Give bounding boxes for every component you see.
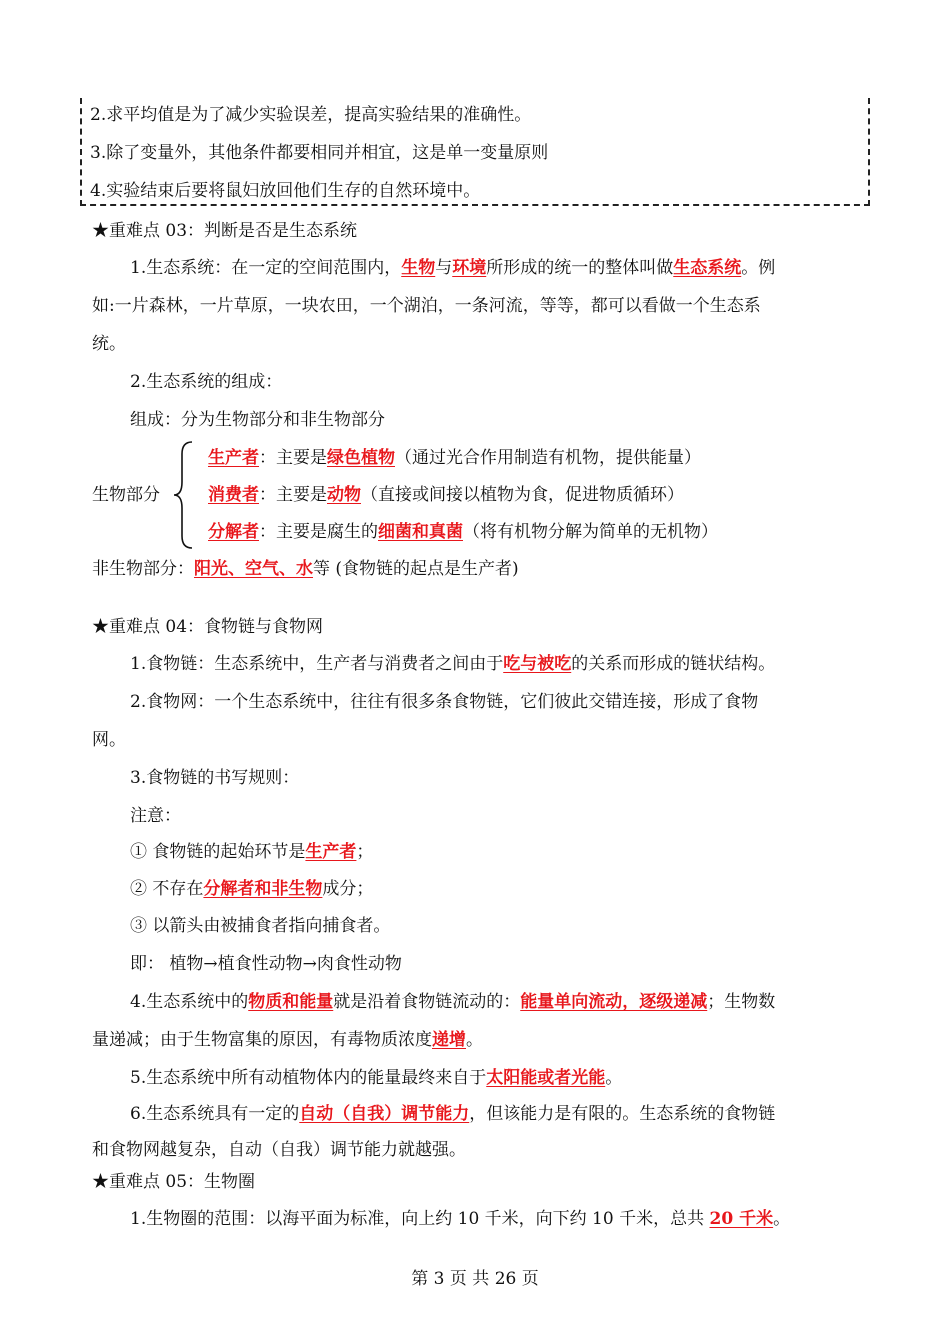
paragraph-energy-flow-end: 量递减；由于生物富集的原因，有毒物质浓度递增。 bbox=[92, 1030, 483, 1050]
curly-brace bbox=[170, 440, 200, 550]
paragraph-ecosystem-examples-end: 统。 bbox=[92, 334, 126, 354]
section-heading-05: ★重难点 05：生物圈 bbox=[92, 1172, 256, 1192]
note-label: 注意： bbox=[130, 806, 181, 826]
nonbio-line: 非生物部分：阳光、空气、水等 (食物链的起点是生产者) bbox=[92, 559, 519, 579]
paragraph-composition-title: 2.生态系统的组成： bbox=[130, 372, 283, 392]
paragraph-ecosystem-def: 1.生态系统：在一定的空间范围内，生物与环境所形成的统一的整体叫做生态系统。例 bbox=[130, 258, 776, 278]
page-footer: 第 3 页 共 26 页 bbox=[411, 1269, 539, 1289]
box-line-3: 3.除了变量外，其他条件都要相同并相宜，这是单一变量原则 bbox=[90, 143, 549, 163]
section-heading-04: ★重难点 04：食物链与食物网 bbox=[92, 617, 324, 637]
chain-example: 即： 植物→植食性动物→肉食性动物 bbox=[130, 954, 402, 974]
paragraph-self-regulation-end: 和食物网越复杂，自动（自我）调节能力就越强。 bbox=[92, 1140, 466, 1160]
paragraph-food-web: 2.食物网：一个生态系统中，往往有很多条食物链，它们彼此交错连接，形成了食物 bbox=[130, 692, 759, 712]
paragraph-food-chain: 1.食物链：生态系统中，生产者与消费者之间由于吃与被吃的关系而形成的链状结构。 bbox=[130, 654, 776, 674]
bio-part-label: 生物部分 bbox=[92, 485, 160, 505]
paragraph-energy-flow: 4.生态系统中的物质和能量就是沿着食物链流动的：能量单向流动，逐级递减；生物数 bbox=[130, 992, 776, 1012]
consumer-line: 消费者：主要是动物（直接或间接以植物为食，促进物质循环） bbox=[208, 485, 684, 505]
rule-3: ③ 以箭头由被捕食者指向捕食者。 bbox=[130, 916, 391, 936]
paragraph-self-regulation: 6.生态系统具有一定的自动（自我）调节能力，但该能力是有限的。生态系统的食物链 bbox=[130, 1104, 776, 1124]
paragraph-composition: 组成：分为生物部分和非生物部分 bbox=[130, 410, 385, 430]
decomposer-line: 分解者：主要是腐生的细菌和真菌（将有机物分解为简单的无机物） bbox=[208, 522, 718, 542]
box-line-2: 2.求平均值是为了减少实验误差，提高实验结果的准确性。 bbox=[90, 105, 532, 125]
box-line-4: 4.实验结束后要将鼠妇放回他们生存的自然环境中。 bbox=[90, 181, 481, 201]
section-heading-03: ★重难点 03：判断是否是生态系统 bbox=[92, 221, 358, 241]
paragraph-biosphere-range: 1.生物圈的范围：以海平面为标准，向上约 10 千米，向下约 10 千米，总共 20 千米。 bbox=[130, 1209, 791, 1229]
paragraph-food-web-end: 网。 bbox=[92, 730, 126, 750]
rule-1: ① 食物链的起始环节是生产者； bbox=[130, 842, 374, 862]
producer-line: 生产者：主要是绿色植物（通过光合作用制造有机物，提供能量） bbox=[208, 448, 701, 468]
paragraph-ecosystem-examples: 如:一片森林，一片草原，一块农田，一个湖泊，一条河流，等等，都可以看做一个生态系 bbox=[92, 296, 761, 316]
paragraph-energy-source: 5.生态系统中所有动植物体内的能量最终来自于太阳能或者光能。 bbox=[130, 1068, 623, 1088]
rule-2: ② 不存在分解者和非生物成分； bbox=[130, 879, 374, 899]
paragraph-writing-rules: 3.食物链的书写规则： bbox=[130, 768, 300, 788]
